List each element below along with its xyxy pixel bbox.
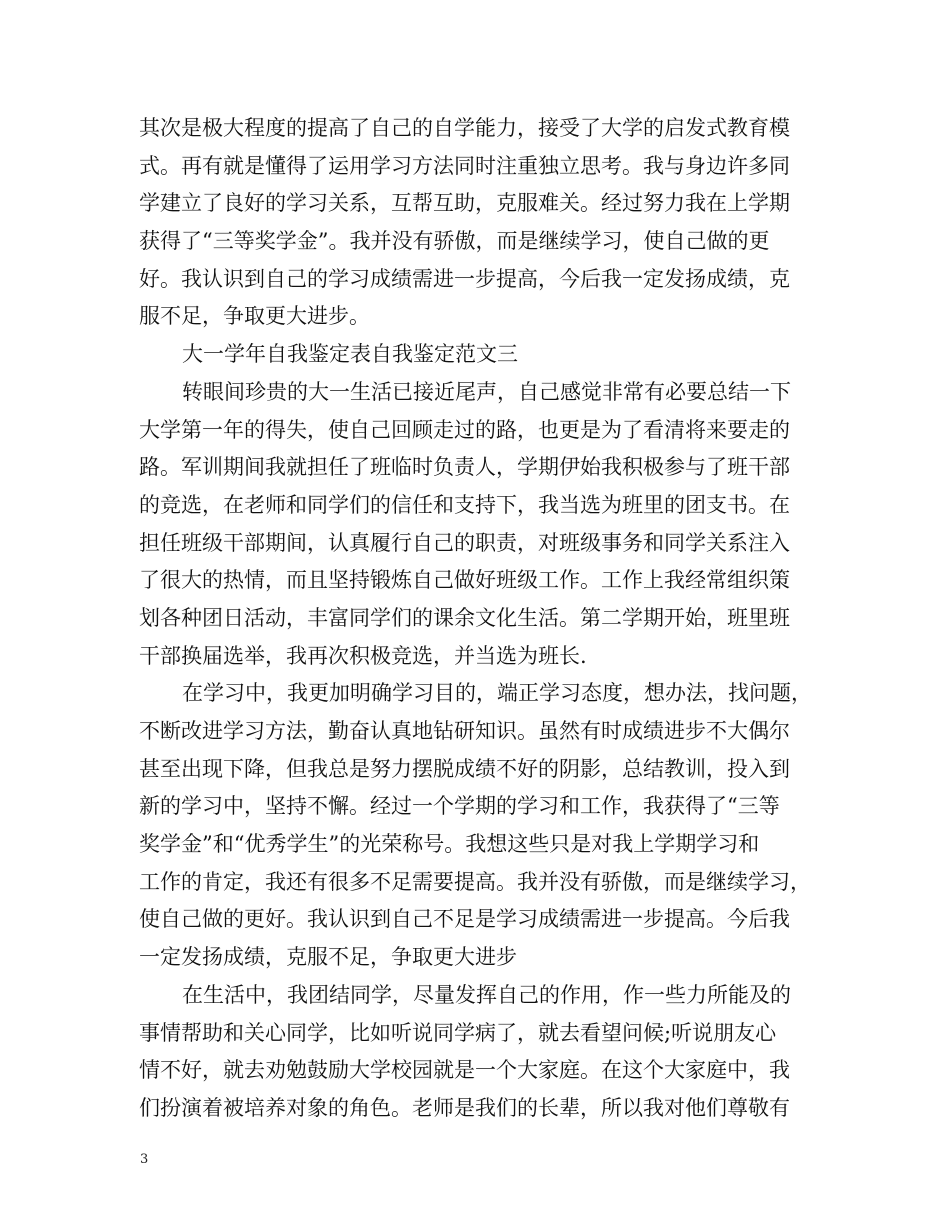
text-line: 干部换届选举，我再次积极竞选，并当选为班长. bbox=[139, 643, 587, 668]
text-line: 奖学金”和“优秀学生”的光荣称号。我想这些只是对我上学期学习和 bbox=[139, 832, 760, 857]
text-line: 事情帮助和关心同学，比如听说同学病了，就去看望问候;听说朋友心 bbox=[139, 1020, 777, 1045]
text-line: 了很大的热情，而且坚持锻炼自己做好班级工作。工作上我经常组织策 bbox=[139, 568, 790, 593]
text-line: 转眼间珍贵的大一生活已接近尾声，自己感觉非常有必要总结一下 bbox=[182, 379, 791, 404]
text-line: 使自己做的更好。我认识到自己不足是学习成绩需进一步提高。今后我 bbox=[139, 907, 790, 932]
text-line: 在学习中，我更加明确学习目的，端正学习态度，想办法，找问题， bbox=[182, 681, 812, 706]
text-line: 在生活中，我团结同学，尽量发挥自己的作用，作一些力所能及的 bbox=[182, 982, 791, 1007]
text-line: 其次是极大程度的提高了自己的自学能力，接受了大学的启发式教育模 bbox=[139, 116, 790, 140]
text-line: 担任班级干部期间，认真履行自己的职责，对班级事务和同学关系注入 bbox=[139, 530, 790, 555]
text-line: 大学第一年的得失，使自己回顾走过的路，也更是为了看清将来要走的 bbox=[139, 417, 790, 442]
text-line: 情不好，就去劝勉鼓励大学校园就是一个大家庭。在这个大家庭中，我 bbox=[139, 1058, 790, 1083]
text-line: 式。再有就是懂得了运用学习方法同时注重独立思考。我与身边许多同 bbox=[139, 153, 790, 178]
text-line: 学建立了良好的学习关系，互帮互助，克服难关。经过努力我在上学期 bbox=[139, 191, 790, 216]
page-number: 3 bbox=[140, 1152, 149, 1167]
text-line: 工作的肯定，我还有很多不足需要提高。我并没有骄傲，而是继续学习， bbox=[139, 869, 811, 894]
text-line: 一定发扬成绩，克服不足，争取更大进步 bbox=[139, 945, 517, 970]
text-line: 服不足，争取更大进步。 bbox=[139, 304, 370, 329]
text-line: 好。我认识到自己的学习成绩需进一步提高，今后我一定发扬成绩，克 bbox=[139, 266, 790, 291]
text-line: 新的学习中，坚持不懈。经过一个学期的学习和工作，我获得了“三等 bbox=[139, 794, 780, 819]
text-line: 大一学年自我鉴定表自我鉴定范文三 bbox=[182, 342, 518, 367]
text-line: 的竞选，在老师和同学们的信任和支持下，我当选为班里的团支书。在 bbox=[139, 492, 790, 517]
text-line: 们扮演着被培养对象的角色。老师是我们的长辈，所以我对他们尊敬有 bbox=[139, 1095, 790, 1120]
text-line: 路。军训期间我就担任了班临时负责人，学期伊始我积极参与了班干部 bbox=[139, 455, 790, 480]
text-line: 甚至出现下降，但我总是努力摆脱成绩不好的阴影，总结教训，投入到 bbox=[139, 756, 790, 781]
text-line: 不断改进学习方法，勤奋认真地钻研知识。虽然有时成绩进步不大偶尔 bbox=[139, 719, 790, 743]
text-line: 划各种团日活动，丰富同学们的课余文化生活。第二学期开始，班里班 bbox=[139, 605, 790, 630]
body-text bbox=[139, 110, 811, 1128]
text-line: 获得了“三等奖学金”。我并没有骄傲，而是继续学习，使自己做的更 bbox=[139, 229, 770, 254]
